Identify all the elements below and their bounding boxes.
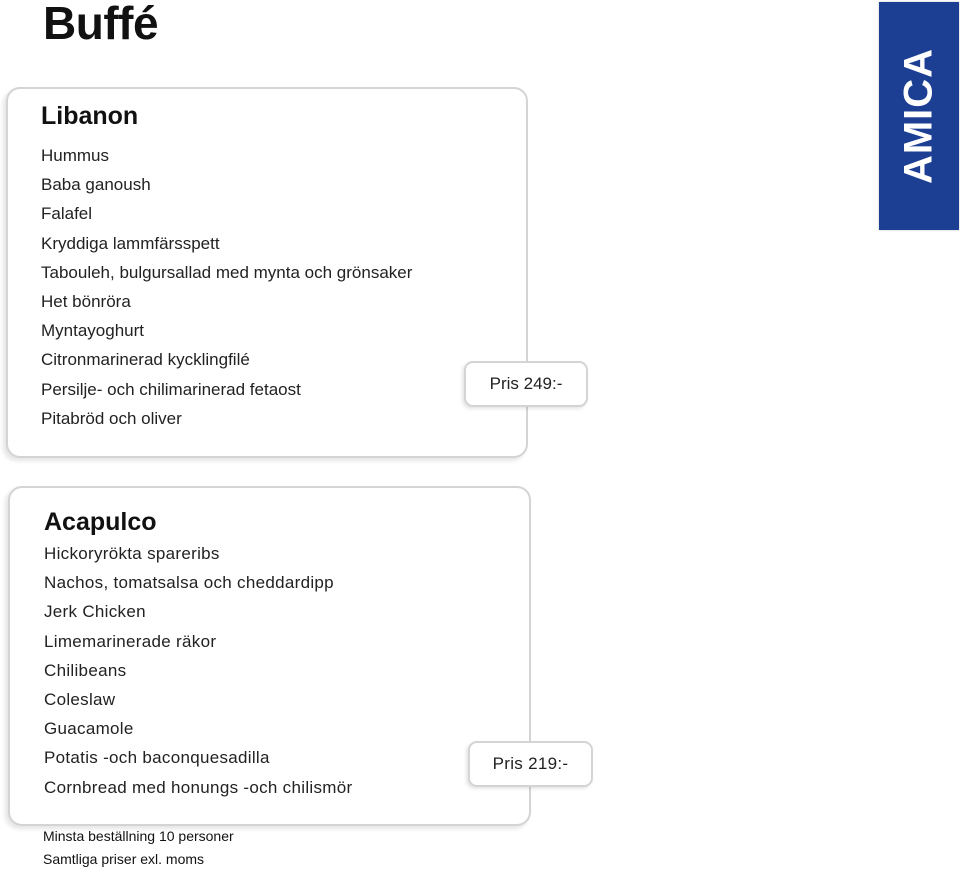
menu-item: Pitabröd och oliver (41, 408, 182, 428)
menu-item: Hickoryrökta spareribs (44, 544, 220, 563)
price-badge-libanon: Pris 249:- (464, 361, 588, 407)
menu-item: Guacamole (44, 719, 134, 739)
price-badge-acapulco: Pris 219:- (468, 741, 593, 787)
menu-items-libanon (41, 141, 412, 433)
menu-item: Persilje- och chilimarinerad fetaost (41, 379, 301, 399)
menu-item: Chilibeans (44, 660, 127, 680)
menu-item: Falafel (41, 204, 93, 224)
menu-item: Tabouleh, bulgursallad med mynta och grönsaker (41, 262, 413, 282)
menu-title-libanon: Libanon (41, 102, 139, 130)
menu-items-acapulco (44, 539, 352, 802)
min-order-note: Minsta beställning 10 personer (43, 828, 234, 844)
menu-item: Cornbread med honungs -och chilismör (44, 777, 353, 797)
menu-item: Nachos, tomatsalsa och cheddardipp (44, 573, 334, 593)
logo-text: AMICA (896, 47, 941, 185)
menu-card-libanon (6, 87, 528, 458)
page-title: Buffé (43, 0, 159, 49)
vat-note: Samtliga priser exl. moms (43, 851, 205, 867)
menu-item: Myntayoghurt (41, 321, 144, 341)
menu-item: Baba ganoush (41, 175, 151, 195)
menu-card-acapulco (8, 486, 531, 826)
menu-item: Het bönröra (41, 291, 131, 311)
amica-logo (879, 2, 959, 230)
menu-item: Limemarinerade räkor (44, 631, 217, 651)
menu-item: Kryddiga lammfärsspett (41, 233, 220, 253)
menu-item: Coleslaw (44, 689, 116, 709)
menu-item: Jerk Chicken (44, 602, 146, 622)
menu-item: Citronmarinerad kycklingfilé (41, 350, 250, 370)
menu-title-acapulco: Acapulco (44, 508, 157, 536)
menu-item: Hummus (41, 146, 110, 165)
menu-item: Potatis -och baconquesadilla (44, 748, 270, 768)
